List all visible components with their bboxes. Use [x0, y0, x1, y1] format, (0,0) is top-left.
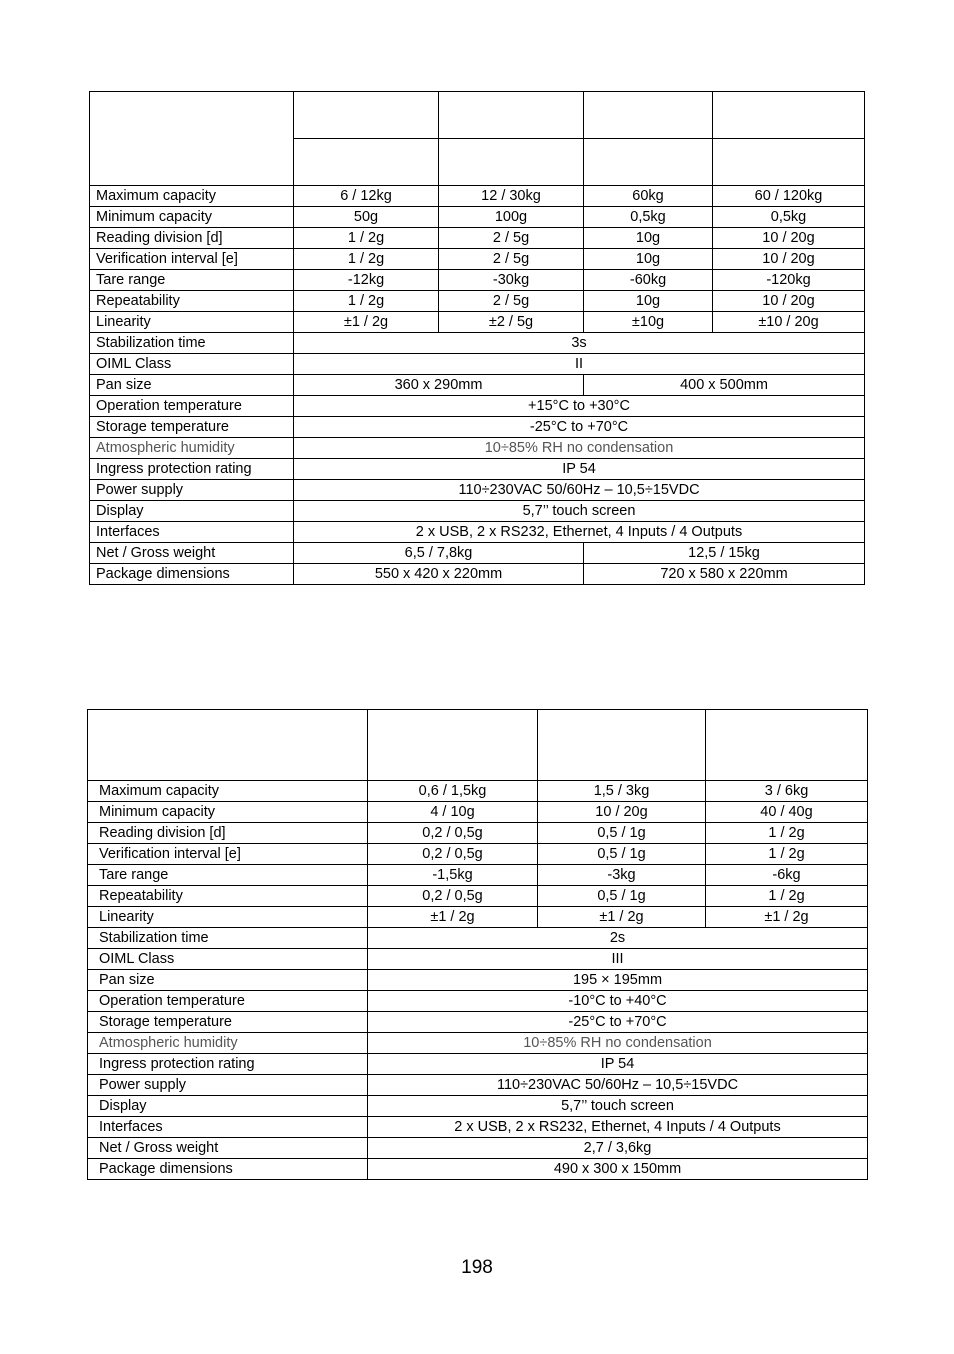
value-cell: 0,2 / 0,5g: [368, 823, 538, 844]
value-cell: 10 / 20g: [713, 249, 865, 270]
header-cell: [368, 710, 538, 781]
page-number: 198: [461, 1257, 493, 1278]
row-label: Display: [88, 1096, 368, 1117]
value-cell: 0,2 / 0,5g: [368, 844, 538, 865]
row-label: OIML Class: [90, 354, 294, 375]
row-label: Net / Gross weight: [90, 543, 294, 564]
value-cell: 12,5 / 15kg: [584, 543, 865, 564]
header-cell: [439, 92, 584, 139]
value-cell: IP 54: [294, 459, 865, 480]
row-label: Maximum capacity: [88, 781, 368, 802]
table-row: [88, 886, 868, 907]
value-cell: ±1 / 2g: [368, 907, 538, 928]
value-cell: 2,7 / 3,6kg: [368, 1138, 868, 1159]
header-cell: [713, 139, 865, 186]
value-cell: ±10 / 20g: [713, 312, 865, 333]
value-cell: 2 / 5g: [439, 291, 584, 312]
table-row: [90, 438, 865, 459]
header-cell: [584, 92, 713, 139]
row-label: Repeatability: [90, 291, 294, 312]
header-cell: [584, 139, 713, 186]
value-cell: 12 / 30kg: [439, 186, 584, 207]
value-cell: 110÷230VAC 50/60Hz – 10,5÷15VDC: [368, 1075, 868, 1096]
row-label: Interfaces: [88, 1117, 368, 1138]
row-label: Power supply: [90, 480, 294, 501]
table-row: [88, 1159, 868, 1180]
table-row: [90, 417, 865, 438]
value-cell: -6kg: [706, 865, 868, 886]
value-cell: 0,5 / 1g: [538, 886, 706, 907]
table-row: [90, 207, 865, 228]
value-cell: 0,2 / 0,5g: [368, 886, 538, 907]
row-label: Operation temperature: [88, 991, 368, 1012]
table-row: [88, 949, 868, 970]
value-cell: 490 x 300 x 150mm: [368, 1159, 868, 1180]
value-cell: 3 / 6kg: [706, 781, 868, 802]
value-cell: III: [368, 949, 868, 970]
table-row: [90, 228, 865, 249]
value-cell: ±1 / 2g: [538, 907, 706, 928]
table-row: [90, 522, 865, 543]
table-row: [88, 844, 868, 865]
table-row: [90, 186, 865, 207]
row-label: Stabilization time: [88, 928, 368, 949]
value-cell: 2s: [368, 928, 868, 949]
table-row: [88, 865, 868, 886]
value-cell: 2 / 5g: [439, 228, 584, 249]
row-label: Repeatability: [88, 886, 368, 907]
table-row: [90, 333, 865, 354]
value-cell: 10g: [584, 249, 713, 270]
value-cell: 110÷230VAC 50/60Hz – 10,5÷15VDC: [294, 480, 865, 501]
row-label: Power supply: [88, 1075, 368, 1096]
table-row: [90, 396, 865, 417]
value-cell: 6 / 12kg: [294, 186, 439, 207]
value-cell: 0,6 / 1,5kg: [368, 781, 538, 802]
row-label: Storage temperature: [88, 1012, 368, 1033]
row-label: Atmospheric humidity: [90, 438, 294, 459]
spec-table-1-body: [90, 92, 865, 585]
value-cell: 100g: [439, 207, 584, 228]
row-label: Pan size: [88, 970, 368, 991]
table-row: [90, 354, 865, 375]
value-cell: 10 / 20g: [713, 228, 865, 249]
value-cell: II: [294, 354, 865, 375]
value-cell: -120kg: [713, 270, 865, 291]
value-cell: 360 x 290mm: [294, 375, 584, 396]
table-row: [90, 459, 865, 480]
row-label: Minimum capacity: [88, 802, 368, 823]
value-cell: 60 / 120kg: [713, 186, 865, 207]
row-label: Ingress protection rating: [88, 1054, 368, 1075]
table-row: [90, 291, 865, 312]
value-cell: -30kg: [439, 270, 584, 291]
value-cell: ±1 / 2g: [706, 907, 868, 928]
table-row: [88, 991, 868, 1012]
row-label: Tare range: [88, 865, 368, 886]
table-row: [90, 501, 865, 522]
value-cell: 10÷85% RH no condensation: [294, 438, 865, 459]
table-row: [88, 1096, 868, 1117]
header-blank-cell: [90, 92, 294, 186]
value-cell: 2 / 5g: [439, 249, 584, 270]
header-row: [88, 710, 868, 781]
value-cell: 0,5kg: [713, 207, 865, 228]
value-cell: 6,5 / 7,8kg: [294, 543, 584, 564]
row-label: Pan size: [90, 375, 294, 396]
row-label: Minimum capacity: [90, 207, 294, 228]
value-cell: 5,7’’ touch screen: [368, 1096, 868, 1117]
header-cell: [713, 92, 865, 139]
value-cell: -25°C to +70°C: [368, 1012, 868, 1033]
table-row: [90, 480, 865, 501]
table-row: [88, 1075, 868, 1096]
value-cell: 10 / 20g: [538, 802, 706, 823]
value-cell: -60kg: [584, 270, 713, 291]
row-label: Maximum capacity: [90, 186, 294, 207]
value-cell: 1 / 2g: [706, 886, 868, 907]
value-cell: 10g: [584, 228, 713, 249]
value-cell: 1,5 / 3kg: [538, 781, 706, 802]
value-cell: -3kg: [538, 865, 706, 886]
value-cell: IP 54: [368, 1054, 868, 1075]
value-cell: 1 / 2g: [294, 228, 439, 249]
table-row: [90, 270, 865, 291]
value-cell: 0,5kg: [584, 207, 713, 228]
row-label: Atmospheric humidity: [88, 1033, 368, 1054]
value-cell: 1 / 2g: [706, 823, 868, 844]
value-cell: 4 / 10g: [368, 802, 538, 823]
table-row: [90, 543, 865, 564]
value-cell: 550 x 420 x 220mm: [294, 564, 584, 585]
value-cell: 1 / 2g: [294, 291, 439, 312]
table-row: [88, 781, 868, 802]
row-label: OIML Class: [88, 949, 368, 970]
value-cell: 0,5 / 1g: [538, 844, 706, 865]
spec-table-1: [89, 91, 865, 585]
header-row: [90, 92, 865, 139]
value-cell: 10 / 20g: [713, 291, 865, 312]
value-cell: 1 / 2g: [294, 249, 439, 270]
value-cell: +15°C to +30°C: [294, 396, 865, 417]
row-label: Stabilization time: [90, 333, 294, 354]
row-label: Linearity: [88, 907, 368, 928]
value-cell: -10°C to +40°C: [368, 991, 868, 1012]
value-cell: 2 x USB, 2 x RS232, Ethernet, 4 Inputs / 4 Outputs: [368, 1117, 868, 1138]
table-row: [88, 1033, 868, 1054]
value-cell: -12kg: [294, 270, 439, 291]
table-row: [88, 1117, 868, 1138]
row-label: Operation temperature: [90, 396, 294, 417]
row-label: Tare range: [90, 270, 294, 291]
value-cell: 10g: [584, 291, 713, 312]
row-label: Storage temperature: [90, 417, 294, 438]
spec-table-2: [87, 709, 868, 1180]
header-cell: [706, 710, 868, 781]
value-cell: 1 / 2g: [706, 844, 868, 865]
value-cell: 5,7’’ touch screen: [294, 501, 865, 522]
table-row: [88, 928, 868, 949]
value-cell: 195 × 195mm: [368, 970, 868, 991]
value-cell: 40 / 40g: [706, 802, 868, 823]
value-cell: 10÷85% RH no condensation: [368, 1033, 868, 1054]
value-cell: ±2 / 5g: [439, 312, 584, 333]
row-label: Ingress protection rating: [90, 459, 294, 480]
table-row: [88, 907, 868, 928]
value-cell: 60kg: [584, 186, 713, 207]
table-row: [88, 1012, 868, 1033]
row-label: Net / Gross weight: [88, 1138, 368, 1159]
value-cell: 400 x 500mm: [584, 375, 865, 396]
row-label: Verification interval [e]: [90, 249, 294, 270]
value-cell: 3s: [294, 333, 865, 354]
table-row: [90, 375, 865, 396]
header-cell: [294, 92, 439, 139]
value-cell: 0,5 / 1g: [538, 823, 706, 844]
row-label: Interfaces: [90, 522, 294, 543]
spec-table-2-body: [88, 710, 868, 1180]
value-cell: -25°C to +70°C: [294, 417, 865, 438]
row-label: Reading division [d]: [88, 823, 368, 844]
value-cell: ±1 / 2g: [294, 312, 439, 333]
table-row: [88, 1054, 868, 1075]
header-cell: [439, 139, 584, 186]
table-row: [90, 564, 865, 585]
value-cell: -1,5kg: [368, 865, 538, 886]
table-row: [88, 970, 868, 991]
row-label: Linearity: [90, 312, 294, 333]
value-cell: ±10g: [584, 312, 713, 333]
value-cell: 50g: [294, 207, 439, 228]
row-label: Package dimensions: [90, 564, 294, 585]
table-row: [88, 802, 868, 823]
row-label: Package dimensions: [88, 1159, 368, 1180]
row-label: Verification interval [e]: [88, 844, 368, 865]
row-label: Display: [90, 501, 294, 522]
value-cell: 2 x USB, 2 x RS232, Ethernet, 4 Inputs / 4 Outputs: [294, 522, 865, 543]
value-cell: 720 x 580 x 220mm: [584, 564, 865, 585]
table-row: [88, 1138, 868, 1159]
table-row: [90, 312, 865, 333]
header-cell: [294, 139, 439, 186]
table-row: [88, 823, 868, 844]
header-blank-cell: [88, 710, 368, 781]
table-row: [90, 249, 865, 270]
row-label: Reading division [d]: [90, 228, 294, 249]
header-cell: [538, 710, 706, 781]
